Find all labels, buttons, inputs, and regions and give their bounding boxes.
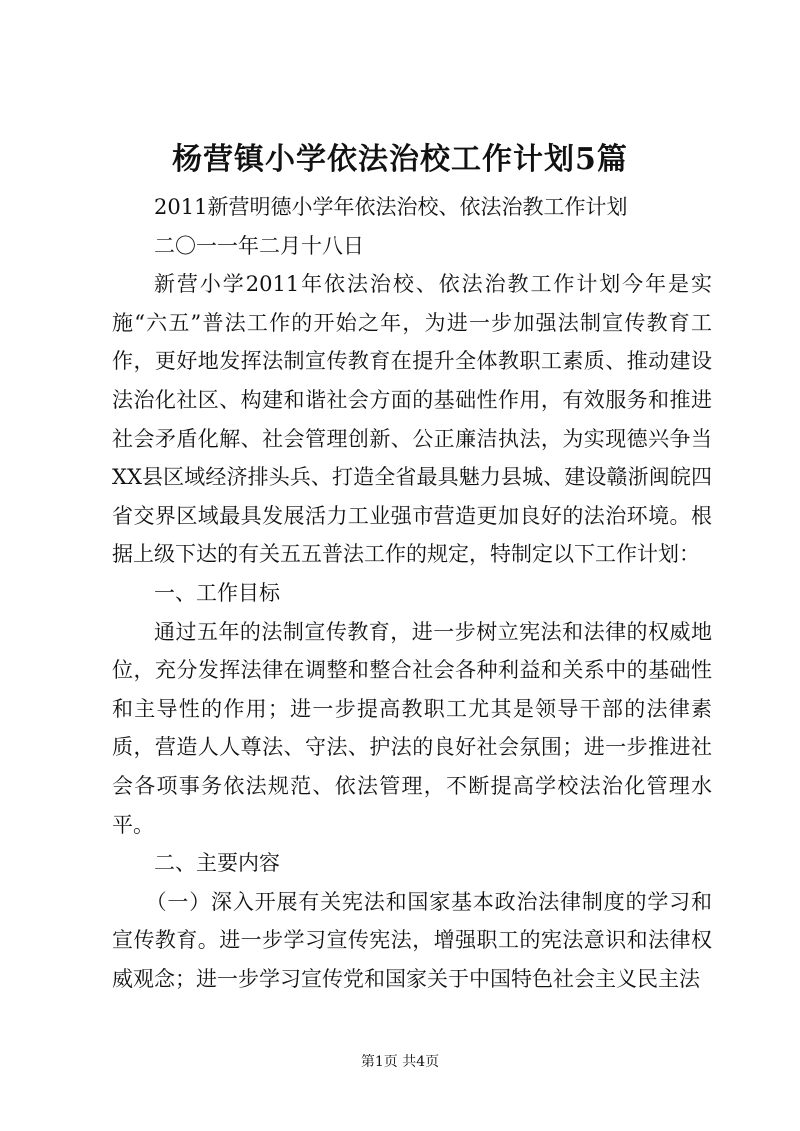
document-body <box>112 188 712 998</box>
intro-paragraph: 新营小学2011年依法治校、依法治教工作计划今年是实施“六五”普法工作的开始之年，为进一步加强法制宣传教育工作，更好地发挥法制宣传教育在提升全体教职工素质、推动建设法治化社区、构建和谐社会方面的基础性作用，有效服务和推进社会矛盾化解、社会管理创新、公正廉洁执法，为实现德兴争当XX县区域经济排头兵、打造全省最具魅力县城、建设赣浙闽皖四省交界区域最具发展活力工业强市营造更加良好的法治环境。根据上级下达的有关五五普法工作的规定，特制定以下工作计划： <box>112 272 712 567</box>
section-heading-goals: 一、工作目标 <box>154 580 280 605</box>
content-paragraph-1: （一）深入开展有关宪法和国家基本政治法律制度的学习和宣传教育。进一步学习宣传宪法，增强职工的宪法意识和法律权威观念；进一步学习宣传党和国家关于中国特色社会主义民主法 <box>112 889 712 991</box>
section-heading-content: 二、主要内容 <box>154 851 280 876</box>
date-paragraph: 二〇一一年二月十八日 <box>154 233 364 258</box>
page-number: 第1页 共4页 <box>360 1054 440 1070</box>
goals-paragraph: 通过五年的法制宣传教育，进一步树立宪法和法律的权威地位，充分发挥法律在调整和整合社会各种利益和关系中的基础性和主导性的作用；进一步提高教职工尤其是领导干部的法律素质，营造人人尊法、守法、护法的良好社会氛围；进一步推进社会各项事务依法规范、依法管理，不断提高学校法治化管理水平。 <box>112 619 712 837</box>
subtitle-paragraph: 2011新营明德小学年依法治校、依法治教工作计划 <box>154 195 628 219</box>
document-title: 杨营镇小学依法治校工作计划5篇 <box>172 142 628 177</box>
